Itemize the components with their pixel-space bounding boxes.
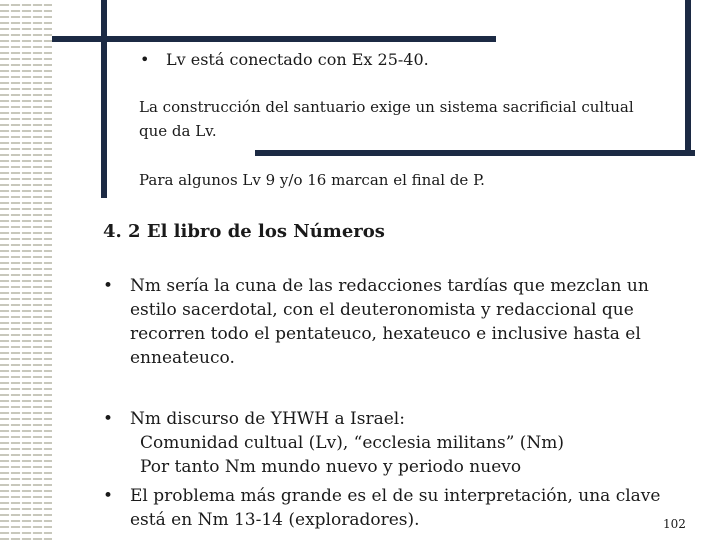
bullet-item-nm-discurso bbox=[103, 407, 564, 479]
bullet2-subline-1: Comunidad cultual (Lv), “ecclesia militans” (Nm) bbox=[140, 433, 565, 453]
bullet1-line-4: enneateuco. bbox=[130, 348, 235, 368]
bullet3-line-1: El problema más grande es el de su interpretación, una clave bbox=[130, 486, 661, 506]
top-paragraph-line-1: La construcción del santuario exige un sistema sacrificial cultual bbox=[139, 98, 634, 116]
bullet-item-nm-redacciones bbox=[103, 274, 649, 370]
bullet3-line-2: está en Nm 13-14 (exploradores). bbox=[130, 510, 420, 530]
bullet2-line-1: Nm discurso de YHWH a Israel: bbox=[130, 409, 405, 429]
bullet1-line-1: Nm sería la cuna de las redacciones tardías que mezclan un bbox=[130, 276, 649, 296]
bullet-mark: • bbox=[103, 276, 114, 296]
top-paragraph-2: Para algunos Lv 9 y/o 16 marcan el final de P. bbox=[139, 171, 485, 189]
top-rule bbox=[52, 36, 496, 42]
top-paragraph-line-2: que da Lv. bbox=[139, 122, 217, 140]
bullet-mark: • bbox=[103, 486, 114, 506]
bullet-mark: • bbox=[103, 409, 114, 429]
bullet-item-problema bbox=[103, 484, 660, 532]
bullet-mark: • bbox=[140, 50, 150, 69]
bullet2-subline-2: Por tanto Nm mundo nuevo y periodo nuevo bbox=[140, 457, 522, 477]
bullet1-line-3: recorren todo el pentateuco, hexateuco e inclusive hasta el bbox=[130, 324, 641, 344]
section-heading: 4. 2 El libro de los Números bbox=[103, 221, 385, 242]
middle-rule bbox=[255, 150, 695, 156]
bullet1-line-2: estilo sacerdotal, con el deuteronomista y redaccional que bbox=[130, 300, 634, 320]
decorative-stripe-panel bbox=[0, 0, 52, 540]
right-vertical-rule bbox=[685, 0, 691, 156]
top-bullet-text: Lv está conectado con Ex 25-40. bbox=[166, 50, 429, 69]
page-number: 102 bbox=[663, 517, 686, 531]
top-bullet-item bbox=[140, 50, 429, 69]
left-vertical-rule bbox=[101, 0, 107, 198]
